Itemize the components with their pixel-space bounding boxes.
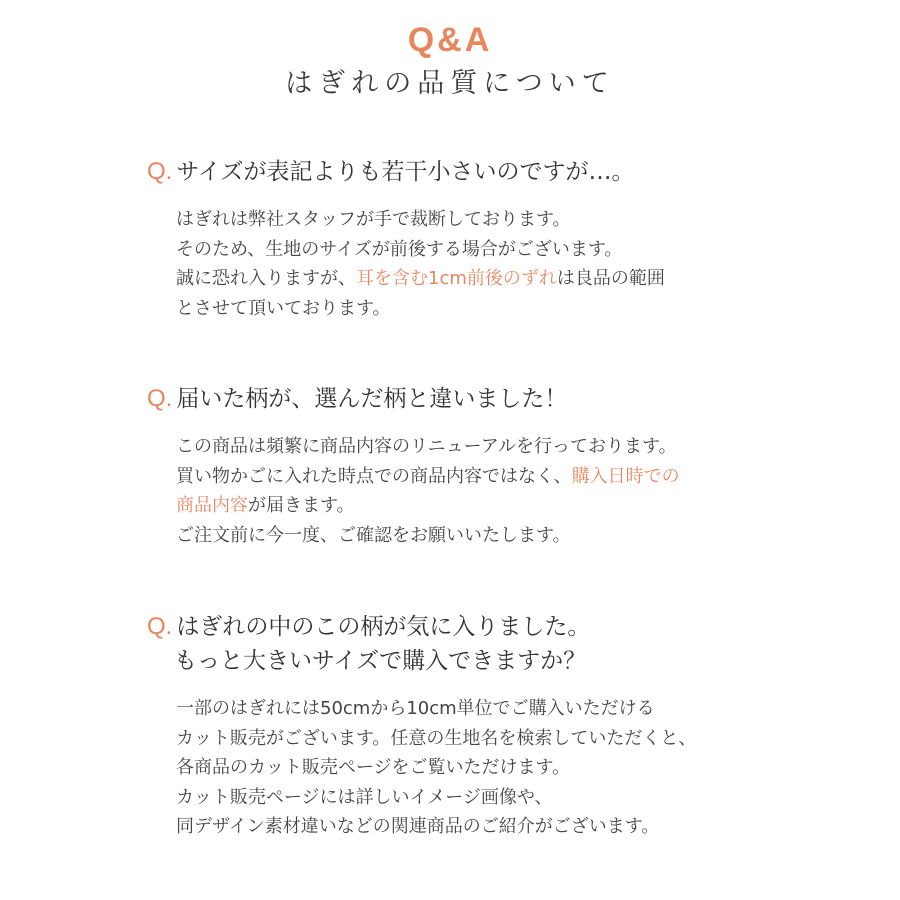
question-text: サイズが表記よりも若干小さいのですが…。: [176, 159, 635, 185]
question-text: もっと大きいサイズで購入できますか？: [174, 648, 587, 674]
answer-line: [176, 264, 867, 294]
answer-line: 一部のはぎれには50cmから10cm単位でご購入いただける: [176, 698, 655, 719]
answer-line: ご注文前に今一度、ご確認をお願いいたします。: [176, 524, 571, 546]
answer-line: [176, 491, 867, 521]
page-subtitle: はぎれの品質について: [285, 68, 615, 99]
answer-text: は良品の範囲: [556, 268, 665, 289]
q-mark: Q.: [147, 613, 173, 640]
question: [147, 155, 867, 189]
answer-text: 誠に恐れ入りますが、: [176, 268, 356, 289]
answer-text: 買い物かごに入れた時点での商品内容ではなく、: [176, 465, 572, 487]
answer-highlight: 購入日時での: [571, 465, 680, 487]
question-text: はぎれの中のこの柄が気に入りました。: [176, 614, 591, 640]
answer-highlight: 耳を含む1cm前後のずれ: [356, 268, 557, 289]
question-text: 届いた柄が、選んだ柄と違いました！: [176, 386, 568, 412]
question: [147, 610, 867, 678]
qa-item-size: [147, 155, 867, 323]
answer-line: とさせて頂いております。: [176, 297, 391, 319]
header: [0, 18, 900, 104]
question: [147, 382, 867, 416]
answer-text: が届きます。: [248, 495, 355, 516]
answer-line: はぎれは弊社スタッフが手で裁断しております。: [176, 209, 571, 230]
qa-item-pattern: [147, 382, 867, 550]
answer-highlight: 商品内容: [176, 495, 248, 516]
answer-line: カット販売ページには詳しいイメージ画像や、: [176, 786, 553, 808]
answer-line: [176, 462, 867, 492]
answer: [147, 205, 867, 323]
q-mark: Q.: [147, 158, 173, 185]
answer-line: この商品は頻繁に商品内容のリニューアルを行っております。: [176, 436, 677, 457]
answer-line: 各商品のカット販売ページをご覧いただけます。: [176, 757, 571, 778]
answer-line: 同デザイン素材違いなどの関連商品のご紹介がございます。: [176, 816, 660, 837]
answer-line: カット販売がございます。任意の生地名を検索していただくと、: [176, 727, 697, 749]
answer: [147, 694, 867, 842]
q-mark: Q.: [147, 385, 173, 412]
answer-line: そのため、生地のサイズが前後する場合がございます。: [176, 238, 623, 260]
qa-item-larger-size: [147, 610, 867, 842]
answer: [147, 432, 867, 550]
qa-title: Q&A: [407, 21, 493, 59]
